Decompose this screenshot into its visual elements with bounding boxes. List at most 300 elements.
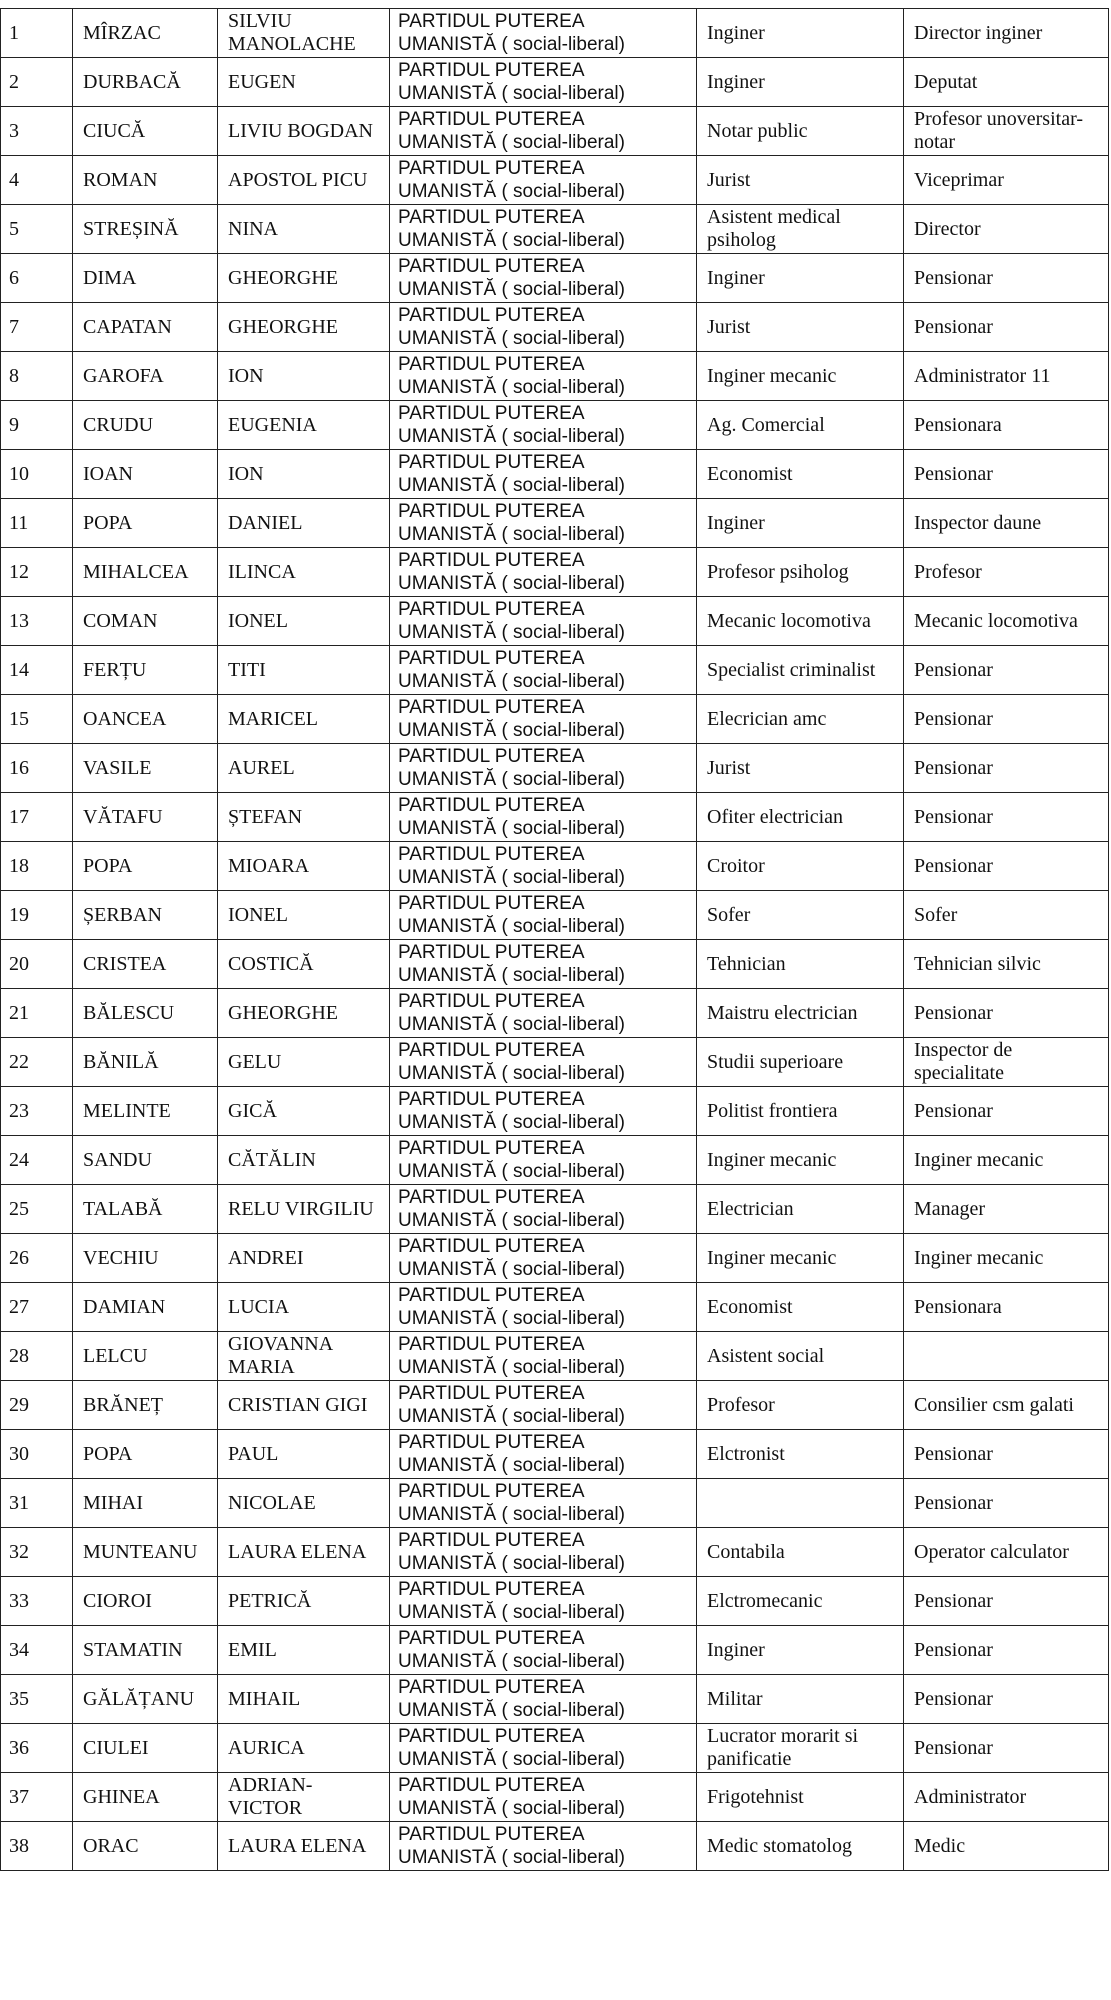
occupation: Pensionar — [914, 462, 993, 485]
occupation: Director inginer — [914, 21, 1043, 44]
table-row — [1, 1479, 1109, 1528]
party-name-cell — [390, 254, 697, 303]
last-name-cell — [73, 1381, 218, 1430]
occupation-cell — [904, 1822, 1109, 1871]
party-name-cell — [390, 646, 697, 695]
occupation: Tehnician silvic — [914, 952, 1041, 975]
profession: Asistent social — [707, 1344, 825, 1367]
party-name-line1: PARTIDUL PUTEREA — [398, 1236, 585, 1257]
table-row — [1, 1675, 1109, 1724]
party-name-line2: UMANISTĂ ( social-liberal) — [398, 1504, 625, 1525]
party-name-line2: UMANISTĂ ( social-liberal) — [398, 1700, 625, 1721]
row-number: 5 — [9, 217, 19, 240]
party-name-line2: UMANISTĂ ( social-liberal) — [398, 1798, 625, 1819]
party-name-line1: PARTIDUL PUTEREA — [398, 991, 585, 1012]
party-name-line1: PARTIDUL PUTEREA — [398, 599, 585, 620]
last-name: CIOROI — [83, 1589, 152, 1612]
occupation: Viceprimar — [914, 168, 1004, 191]
occupation: Inspector de specialitate — [914, 1039, 1013, 1084]
profession-cell — [697, 1773, 904, 1822]
profession: Elctronist — [707, 1442, 785, 1465]
party-name-line1: PARTIDUL PUTEREA — [398, 60, 585, 81]
table-row — [1, 9, 1109, 58]
row-number: 34 — [9, 1638, 29, 1661]
occupation-cell — [904, 842, 1109, 891]
party-name-line2: UMANISTĂ ( social-liberal) — [398, 328, 625, 349]
last-name-cell — [73, 1528, 218, 1577]
first-name-cell — [218, 1185, 390, 1234]
profession: Inginer — [707, 266, 765, 289]
occupation-cell — [904, 303, 1109, 352]
profession: Tehnician — [707, 952, 786, 975]
last-name-cell — [73, 107, 218, 156]
last-name: DAMIAN — [83, 1295, 166, 1318]
party-name-cell — [390, 58, 697, 107]
last-name: BĂNILĂ — [83, 1050, 159, 1073]
last-name: BĂLESCU — [83, 1001, 175, 1024]
profession-cell — [697, 1822, 904, 1871]
last-name: ORAC — [83, 1834, 139, 1857]
party-name-line2: UMANISTĂ ( social-liberal) — [398, 1749, 625, 1770]
table-row — [1, 1332, 1109, 1381]
profession: Studii superioare — [707, 1050, 844, 1073]
last-name-cell — [73, 303, 218, 352]
document-page — [0, 8, 1111, 1871]
occupation-cell — [904, 989, 1109, 1038]
last-name-cell — [73, 1675, 218, 1724]
party-name-line1: PARTIDUL PUTEREA — [398, 109, 585, 130]
row-number: 14 — [9, 658, 29, 681]
party-name-line2: UMANISTĂ ( social-liberal) — [398, 1406, 625, 1427]
party-name-line2: UMANISTĂ ( social-liberal) — [398, 573, 625, 594]
profession-cell — [697, 156, 904, 205]
profession-cell — [697, 597, 904, 646]
row-number-cell — [1, 303, 73, 352]
occupation-cell — [904, 107, 1109, 156]
row-number: 9 — [9, 413, 19, 436]
occupation: Pensionar — [914, 1736, 993, 1759]
party-name-cell — [390, 891, 697, 940]
row-number-cell — [1, 1038, 73, 1087]
party-name-cell — [390, 9, 697, 58]
row-number: 36 — [9, 1736, 29, 1759]
party-name-line1: PARTIDUL PUTEREA — [398, 648, 585, 669]
last-name-cell — [73, 1773, 218, 1822]
party-name-line2: UMANISTĂ ( social-liberal) — [398, 34, 625, 55]
last-name-cell — [73, 58, 218, 107]
party-name-cell — [390, 744, 697, 793]
profession: Ofiter electrician — [707, 805, 844, 828]
first-name: LUCIA — [228, 1295, 290, 1318]
occupation-cell — [904, 1724, 1109, 1773]
row-number-cell — [1, 793, 73, 842]
row-number-cell — [1, 1136, 73, 1185]
profession-cell — [697, 58, 904, 107]
party-name-line2: UMANISTĂ ( social-liberal) — [398, 671, 625, 692]
profession: Economist — [707, 1295, 793, 1318]
profession-cell — [697, 1381, 904, 1430]
first-name-cell — [218, 597, 390, 646]
row-number-cell — [1, 1528, 73, 1577]
party-name-cell — [390, 1087, 697, 1136]
occupation: Administrator 11 — [914, 364, 1051, 387]
occupation: Medic — [914, 1834, 966, 1857]
table-row — [1, 1185, 1109, 1234]
row-number-cell — [1, 9, 73, 58]
profession-cell — [697, 548, 904, 597]
profession: Frigotehnist — [707, 1785, 804, 1808]
last-name: MIHALCEA — [83, 560, 189, 583]
party-name-cell — [390, 1577, 697, 1626]
profession: Inginer — [707, 70, 765, 93]
party-name-line2: UMANISTĂ ( social-liberal) — [398, 1259, 625, 1280]
first-name-cell — [218, 1479, 390, 1528]
party-name-line1: PARTIDUL PUTEREA — [398, 1481, 585, 1502]
first-name: CRISTIAN GIGI — [228, 1393, 368, 1416]
last-name-cell — [73, 1038, 218, 1087]
occupation: Pensionar — [914, 1687, 993, 1710]
occupation-cell — [904, 1185, 1109, 1234]
profession: Politist frontiera — [707, 1099, 838, 1122]
party-name-line2: UMANISTĂ ( social-liberal) — [398, 377, 625, 398]
profession-cell — [697, 107, 904, 156]
party-name-line1: PARTIDUL PUTEREA — [398, 1677, 585, 1698]
row-number: 31 — [9, 1491, 29, 1514]
last-name-cell — [73, 1724, 218, 1773]
last-name-cell — [73, 695, 218, 744]
first-name: COSTICĂ — [228, 952, 314, 975]
first-name: MIOARA — [228, 854, 310, 877]
row-number-cell — [1, 1381, 73, 1430]
occupation-cell — [904, 205, 1109, 254]
party-name-cell — [390, 1381, 697, 1430]
profession-cell — [697, 401, 904, 450]
party-name-cell — [390, 303, 697, 352]
party-name-line2: UMANISTĂ ( social-liberal) — [398, 475, 625, 496]
occupation: Pensionara — [914, 413, 1002, 436]
party-name-cell — [390, 1185, 697, 1234]
profession: Militar — [707, 1687, 763, 1710]
table-row — [1, 1234, 1109, 1283]
last-name: VĂTAFU — [83, 805, 163, 828]
table-row — [1, 891, 1109, 940]
first-name-cell — [218, 1822, 390, 1871]
last-name: GHINEA — [83, 1785, 160, 1808]
party-name-line1: PARTIDUL PUTEREA — [398, 501, 585, 522]
party-name-line2: UMANISTĂ ( social-liberal) — [398, 1357, 625, 1378]
table-row — [1, 548, 1109, 597]
occupation-cell — [904, 1381, 1109, 1430]
last-name-cell — [73, 9, 218, 58]
occupation-cell — [904, 1087, 1109, 1136]
last-name: GAROFA — [83, 364, 164, 387]
occupation-cell — [904, 940, 1109, 989]
profession: Asistent medical psiholog — [707, 206, 841, 251]
last-name-cell — [73, 1185, 218, 1234]
first-name: LAURA ELENA — [228, 1540, 367, 1563]
table-row — [1, 1136, 1109, 1185]
profession-cell — [697, 1430, 904, 1479]
occupation-cell — [904, 744, 1109, 793]
row-number: 12 — [9, 560, 29, 583]
party-name-line2: UMANISTĂ ( social-liberal) — [398, 181, 625, 202]
occupation-cell — [904, 58, 1109, 107]
first-name-cell — [218, 58, 390, 107]
last-name: STAMATIN — [83, 1638, 183, 1661]
party-name-line1: PARTIDUL PUTEREA — [398, 1530, 585, 1551]
row-number-cell — [1, 254, 73, 303]
profession: Contabila — [707, 1540, 785, 1563]
last-name-cell — [73, 940, 218, 989]
first-name: DANIEL — [228, 511, 303, 534]
last-name-cell — [73, 597, 218, 646]
first-name: NICOLAE — [228, 1491, 316, 1514]
party-name-line2: UMANISTĂ ( social-liberal) — [398, 279, 625, 300]
first-name: PETRICĂ — [228, 1589, 312, 1612]
party-name-line1: PARTIDUL PUTEREA — [398, 550, 585, 571]
party-name-line2: UMANISTĂ ( social-liberal) — [398, 1651, 625, 1672]
party-name-line1: PARTIDUL PUTEREA — [398, 697, 585, 718]
last-name-cell — [73, 891, 218, 940]
table-row — [1, 1038, 1109, 1087]
first-name-cell — [218, 548, 390, 597]
last-name: CRUDU — [83, 413, 154, 436]
row-number-cell — [1, 156, 73, 205]
party-name-cell — [390, 1724, 697, 1773]
last-name-cell — [73, 205, 218, 254]
last-name: MÎRZAC — [83, 21, 161, 44]
occupation: Administrator — [914, 1785, 1027, 1808]
table-row — [1, 695, 1109, 744]
last-name: STREȘINĂ — [83, 217, 179, 240]
row-number: 26 — [9, 1246, 29, 1269]
profession: Medic stomatolog — [707, 1834, 852, 1857]
last-name-cell — [73, 1430, 218, 1479]
last-name: BRĂNEȚ — [83, 1393, 163, 1416]
party-name-cell — [390, 401, 697, 450]
first-name: RELU VIRGILIU — [228, 1197, 374, 1220]
last-name-cell — [73, 352, 218, 401]
row-number: 23 — [9, 1099, 29, 1122]
party-name-cell — [390, 1773, 697, 1822]
occupation: Inginer mecanic — [914, 1148, 1044, 1171]
last-name-cell — [73, 1479, 218, 1528]
party-name-cell — [390, 1332, 697, 1381]
occupation-cell — [904, 1038, 1109, 1087]
row-number: 30 — [9, 1442, 29, 1465]
party-name-cell — [390, 597, 697, 646]
row-number-cell — [1, 401, 73, 450]
party-name-line1: PARTIDUL PUTEREA — [398, 893, 585, 914]
last-name: POPA — [83, 511, 133, 534]
row-number-cell — [1, 1234, 73, 1283]
party-name-line1: PARTIDUL PUTEREA — [398, 403, 585, 424]
row-number-cell — [1, 58, 73, 107]
row-number: 18 — [9, 854, 29, 877]
table-row — [1, 352, 1109, 401]
profession-cell — [697, 254, 904, 303]
profession-cell — [697, 1283, 904, 1332]
occupation-cell — [904, 9, 1109, 58]
party-name-line2: UMANISTĂ ( social-liberal) — [398, 720, 625, 741]
profession: Inginer mecanic — [707, 1246, 837, 1269]
party-name-line2: UMANISTĂ ( social-liberal) — [398, 818, 625, 839]
first-name: SILVIU MANOLACHE — [228, 10, 356, 55]
first-name: ILINCA — [228, 560, 296, 583]
row-number: 17 — [9, 805, 29, 828]
profession: Notar public — [707, 119, 808, 142]
row-number-cell — [1, 695, 73, 744]
occupation-cell — [904, 646, 1109, 695]
party-name-line2: UMANISTĂ ( social-liberal) — [398, 965, 625, 986]
first-name: NINA — [228, 217, 278, 240]
row-number-cell — [1, 548, 73, 597]
party-name-line1: PARTIDUL PUTEREA — [398, 1089, 585, 1110]
row-number: 10 — [9, 462, 29, 485]
last-name: FERȚU — [83, 658, 147, 681]
row-number: 29 — [9, 1393, 29, 1416]
party-name-cell — [390, 156, 697, 205]
last-name: DURBACĂ — [83, 70, 181, 93]
table-row — [1, 303, 1109, 352]
table-row — [1, 254, 1109, 303]
party-name-line2: UMANISTĂ ( social-liberal) — [398, 1602, 625, 1623]
row-number: 21 — [9, 1001, 29, 1024]
profession: Inginer — [707, 511, 765, 534]
row-number: 32 — [9, 1540, 29, 1563]
candidate-list-body — [1, 9, 1109, 1871]
party-name-line1: PARTIDUL PUTEREA — [398, 1432, 585, 1453]
first-name: IONEL — [228, 609, 288, 632]
row-number: 13 — [9, 609, 29, 632]
row-number: 16 — [9, 756, 29, 779]
party-name-line2: UMANISTĂ ( social-liberal) — [398, 1455, 625, 1476]
first-name-cell — [218, 254, 390, 303]
party-name-cell — [390, 842, 697, 891]
row-number: 37 — [9, 1785, 29, 1808]
row-number: 27 — [9, 1295, 29, 1318]
party-name-cell — [390, 107, 697, 156]
table-row — [1, 205, 1109, 254]
row-number: 25 — [9, 1197, 29, 1220]
first-name-cell — [218, 303, 390, 352]
profession-cell — [697, 1234, 904, 1283]
profession-cell — [697, 842, 904, 891]
occupation: Pensionar — [914, 1001, 993, 1024]
table-row — [1, 401, 1109, 450]
row-number-cell — [1, 1283, 73, 1332]
profession-cell — [697, 1675, 904, 1724]
occupation-cell — [904, 891, 1109, 940]
first-name: TITI — [228, 658, 266, 681]
table-row — [1, 793, 1109, 842]
occupation-cell — [904, 499, 1109, 548]
party-name-line2: UMANISTĂ ( social-liberal) — [398, 1161, 625, 1182]
last-name: DIMA — [83, 266, 137, 289]
last-name-cell — [73, 646, 218, 695]
first-name: ION — [228, 364, 264, 387]
last-name: IOAN — [83, 462, 133, 485]
occupation: Pensionar — [914, 854, 993, 877]
party-name-line1: PARTIDUL PUTEREA — [398, 1040, 585, 1061]
profession: Jurist — [707, 315, 751, 338]
row-number-cell — [1, 1675, 73, 1724]
party-name-line2: UMANISTĂ ( social-liberal) — [398, 1063, 625, 1084]
first-name: APOSTOL PICU — [228, 168, 368, 191]
party-name-cell — [390, 1283, 697, 1332]
table-row — [1, 1577, 1109, 1626]
occupation: Pensionar — [914, 1442, 993, 1465]
party-name-line1: PARTIDUL PUTEREA — [398, 1285, 585, 1306]
occupation-cell — [904, 1430, 1109, 1479]
party-name-line1: PARTIDUL PUTEREA — [398, 942, 585, 963]
row-number: 20 — [9, 952, 29, 975]
occupation: Pensionar — [914, 805, 993, 828]
row-number-cell — [1, 1724, 73, 1773]
occupation: Pensionara — [914, 1295, 1002, 1318]
last-name: MIHAI — [83, 1491, 143, 1514]
last-name: COMAN — [83, 609, 158, 632]
last-name: CIULEI — [83, 1736, 149, 1759]
row-number: 2 — [9, 70, 19, 93]
profession: Inginer — [707, 1638, 765, 1661]
party-name-cell — [390, 1038, 697, 1087]
party-name-cell — [390, 695, 697, 744]
occupation: Pensionar — [914, 658, 993, 681]
party-name-line1: PARTIDUL PUTEREA — [398, 11, 585, 32]
last-name: TALABĂ — [83, 1197, 163, 1220]
first-name-cell — [218, 156, 390, 205]
profession: Profesor psiholog — [707, 560, 849, 583]
occupation: Consilier csm galati — [914, 1393, 1074, 1416]
row-number-cell — [1, 940, 73, 989]
occupation: Manager — [914, 1197, 986, 1220]
party-name-line2: UMANISTĂ ( social-liberal) — [398, 1014, 625, 1035]
row-number-cell — [1, 1332, 73, 1381]
profession: Inginer mecanic — [707, 1148, 837, 1171]
table-row — [1, 450, 1109, 499]
first-name: GIOVANNA MARIA — [228, 1333, 333, 1378]
profession-cell — [697, 1185, 904, 1234]
profession-cell — [697, 1038, 904, 1087]
profession-cell — [697, 1136, 904, 1185]
profession-cell — [697, 1332, 904, 1381]
occupation-cell — [904, 254, 1109, 303]
row-number-cell — [1, 989, 73, 1038]
last-name: MELINTE — [83, 1099, 171, 1122]
last-name-cell — [73, 793, 218, 842]
first-name: GHEORGHE — [228, 1001, 338, 1024]
row-number-cell — [1, 1822, 73, 1871]
last-name-cell — [73, 450, 218, 499]
candidate-list-table — [0, 8, 1109, 1871]
first-name-cell — [218, 9, 390, 58]
first-name: AUREL — [228, 756, 295, 779]
occupation-cell — [904, 450, 1109, 499]
occupation-cell — [904, 597, 1109, 646]
party-name-line1: PARTIDUL PUTEREA — [398, 1726, 585, 1747]
party-name-cell — [390, 1822, 697, 1871]
row-number: 8 — [9, 364, 19, 387]
occupation: Pensionar — [914, 315, 993, 338]
profession-cell — [697, 1577, 904, 1626]
row-number: 3 — [9, 119, 19, 142]
profession: Specialist criminalist — [707, 658, 876, 681]
first-name-cell — [218, 1234, 390, 1283]
last-name: CAPATAN — [83, 315, 172, 338]
table-row — [1, 1283, 1109, 1332]
party-name-line1: PARTIDUL PUTEREA — [398, 305, 585, 326]
